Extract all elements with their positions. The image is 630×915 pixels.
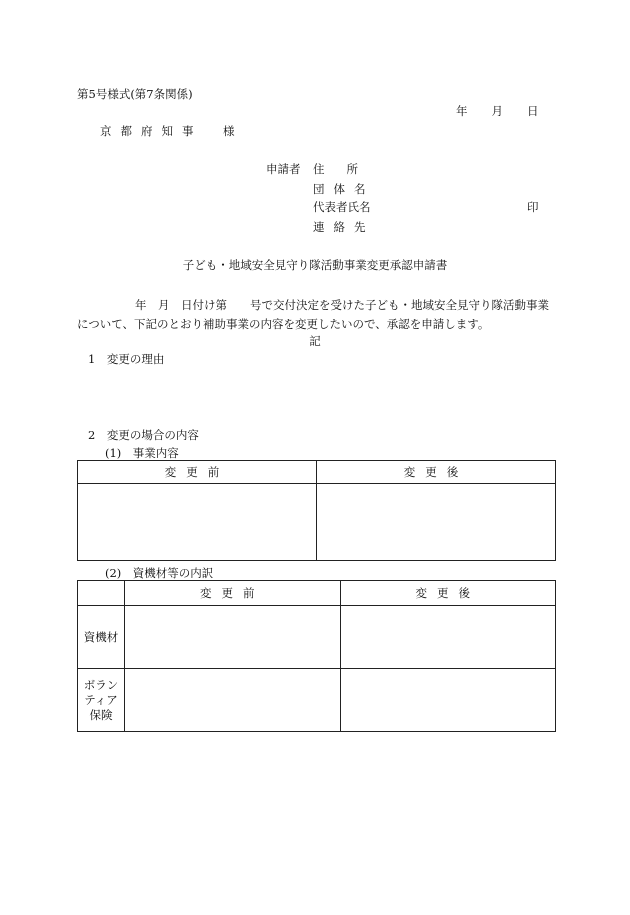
date-year: 年 bbox=[456, 104, 468, 118]
date-line bbox=[456, 104, 539, 118]
seal-mark: 印 bbox=[527, 200, 539, 214]
addressee: 京都府知事 様 bbox=[100, 124, 244, 138]
table2-header-before: 変更前 bbox=[125, 581, 341, 606]
table2-insurance-after[interactable] bbox=[340, 669, 556, 732]
ki-heading: 記 bbox=[309, 334, 321, 348]
table2-caption: (2) 資機材等の内訳 bbox=[105, 566, 214, 580]
table1-cell-before[interactable] bbox=[78, 484, 317, 561]
table2-header-after: 変更後 bbox=[340, 581, 556, 606]
table1-header-before: 変更前 bbox=[78, 461, 317, 484]
business-content-table bbox=[77, 460, 556, 561]
body-text: 年 月 日付け第 号で交付決定を受けた子ども・地域安全見守り隊活動事業について、下記のとおり補助事業の内容を変更したいので、承認を申請します。 bbox=[77, 298, 549, 331]
applicant-organization-label: 団体名 bbox=[313, 182, 375, 196]
section-change-content: 2 変更の場合の内容 bbox=[88, 428, 199, 442]
applicant-label: 申請者 bbox=[266, 162, 301, 176]
form-number: 第5号様式(第7条関係) bbox=[77, 87, 193, 101]
table2-row-label-insurance: ボランティア保険 bbox=[78, 669, 125, 732]
table1-cell-after[interactable] bbox=[317, 484, 556, 561]
table2-equipment-before[interactable] bbox=[125, 606, 341, 669]
table2-corner-cell bbox=[78, 581, 125, 606]
date-month: 月 bbox=[491, 104, 503, 118]
table1-caption: (1) 事業内容 bbox=[105, 446, 179, 460]
applicant-contact-label: 連絡先 bbox=[313, 220, 375, 234]
table1-header-after: 変更後 bbox=[317, 461, 556, 484]
date-day: 日 bbox=[527, 104, 539, 118]
equipment-breakdown-table bbox=[77, 580, 556, 732]
body-paragraph bbox=[77, 296, 557, 334]
section-change-reason: 1 変更の理由 bbox=[88, 352, 165, 366]
table2-row-label-equipment: 資機材 bbox=[78, 606, 125, 669]
document-title: 子ども・地域安全見守り隊活動事業変更承認申請書 bbox=[182, 258, 448, 272]
applicant-address-label: 住所 bbox=[313, 162, 380, 176]
applicant-representative-label: 代表者氏名 bbox=[313, 200, 371, 214]
table2-equipment-after[interactable] bbox=[340, 606, 556, 669]
table2-insurance-before[interactable] bbox=[125, 669, 341, 732]
